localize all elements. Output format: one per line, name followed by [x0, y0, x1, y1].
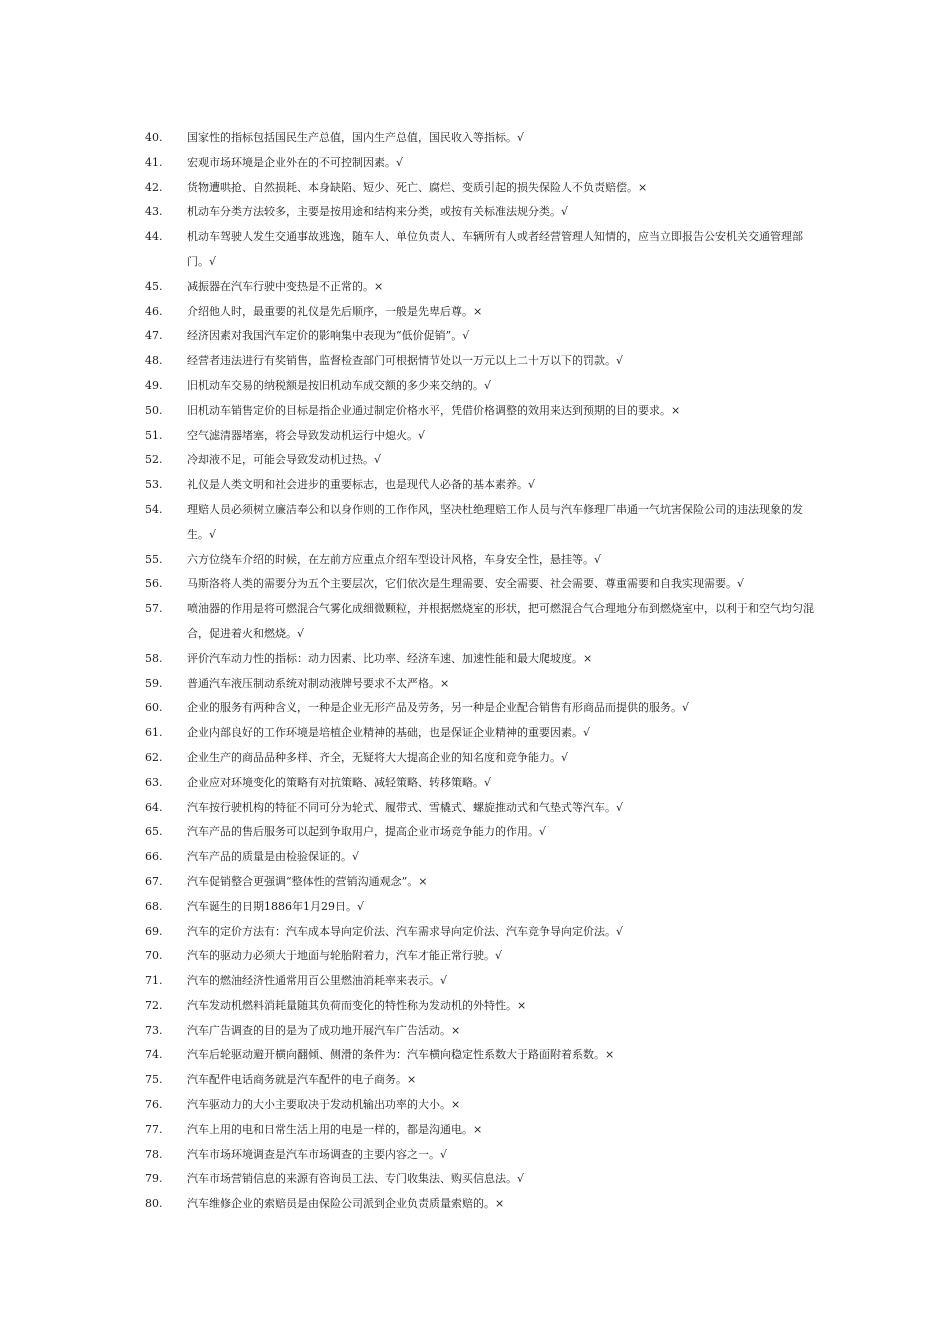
item-text: 介绍他人时，最重要的礼仪是先后顺序，一般是先卑后尊。× — [187, 304, 483, 318]
list-item — [145, 176, 815, 201]
item-number: 61. — [145, 726, 163, 740]
item-number: 69. — [145, 924, 163, 938]
item-text: 企业生产的商品品种多样、齐全，无疑将大大提高企业的知名度和竞争能力。√ — [187, 750, 569, 764]
item-number: 50. — [145, 403, 163, 417]
item-text: 货物遭哄抢、自然损耗、本身缺陷、短少、死亡、腐烂、变质引起的损失保险人不负责赔偿。× — [187, 180, 648, 194]
item-number: 67. — [145, 874, 163, 888]
item-number: 75. — [145, 1073, 163, 1087]
item-text: 汽车上用的电和日常生活上用的电是一样的，都是沟通电。× — [187, 1122, 483, 1136]
item-number: 78. — [145, 1147, 163, 1161]
item-number: 54. — [145, 502, 163, 516]
item-number: 80. — [145, 1197, 163, 1211]
list-item — [145, 498, 815, 548]
item-text: 理赔人员必须树立廉洁奉公和以身作则的工作作风，坚决杜绝理赔工作人员与汽车修理厂串通一气坑害保险公司的违法现象的发生。√ — [187, 502, 803, 541]
item-text: 汽车市场环境调查是汽车市场调查的主要内容之一。√ — [187, 1147, 448, 1161]
item-number: 72. — [145, 998, 163, 1012]
list-item — [145, 349, 815, 374]
item-text: 企业的服务有两种含义，一种是企业无形产品及劳务，另一种是企业配合销售有形商品而提供的服务。√ — [187, 701, 690, 715]
item-text: 空气滤清器堵塞，将会导致发动机运行中熄火。√ — [187, 428, 426, 442]
item-text: 减振器在汽车行驶中变热是不正常的。× — [187, 279, 384, 293]
item-text: 评价汽车动力性的指标：动力因素、比功率、经济车速、加速性能和最大爬坡度。× — [187, 651, 593, 665]
list-item — [145, 126, 815, 151]
list-item — [145, 151, 815, 176]
list-item — [145, 771, 815, 796]
item-number: 68. — [145, 899, 163, 913]
item-text: 汽车配件电话商务就是汽车配件的电子商务。× — [187, 1073, 417, 1087]
list-item — [145, 870, 815, 895]
item-number: 52. — [145, 453, 163, 467]
item-number: 66. — [145, 850, 163, 864]
list-item — [145, 324, 815, 349]
item-number: 65. — [145, 825, 163, 839]
item-number: 56. — [145, 577, 163, 591]
item-text: 礼仪是人类文明和社会进步的重要标志，也是现代人必备的基本素养。√ — [187, 478, 536, 492]
list-item — [145, 920, 815, 945]
list-item — [145, 746, 815, 771]
list-item — [145, 647, 815, 672]
list-item — [145, 969, 815, 994]
item-number: 41. — [145, 155, 163, 169]
item-number: 76. — [145, 1098, 163, 1112]
list-item — [145, 1167, 815, 1192]
item-text: 经营者违法进行有奖销售，监督检查部门可根据情节处以一万元以上二十万以下的罚款。√ — [187, 354, 624, 368]
item-text: 机动车分类方法较多，主要是按用途和结构来分类，或按有关标准法规分类。√ — [187, 205, 569, 219]
item-text: 普通汽车液压制动系统对制动液牌号要求不太严格。× — [187, 676, 450, 690]
item-text: 企业内部良好的工作环境是培植企业精神的基础，也是保证企业精神的重要因素。√ — [187, 726, 591, 740]
list-item — [145, 696, 815, 721]
item-number: 58. — [145, 651, 163, 665]
item-number: 73. — [145, 1023, 163, 1037]
item-number: 49. — [145, 378, 163, 392]
list-item — [145, 225, 815, 275]
list-item — [145, 721, 815, 746]
item-text: 喷油器的作用是将可燃混合气雾化成细微颗粒，并根据燃烧室的形状，把可燃混合气合理地分布到燃烧室中，以利于和空气均匀混合，促进着火和燃烧。√ — [187, 602, 814, 640]
item-number: 48. — [145, 354, 163, 368]
list-item — [145, 1192, 815, 1217]
list-item — [145, 200, 815, 225]
list-item — [145, 572, 815, 597]
item-text: 六方位绕车介绍的时候，在左前方应重点介绍车型设计风格，车身安全性，悬挂等。√ — [187, 552, 602, 566]
list-item — [145, 1068, 815, 1093]
item-text: 汽车后轮驱动避开横向翻倾、侧滑的条件为：汽车横向稳定性系数大于路面附着系数。× — [187, 1048, 615, 1062]
true-false-question-list — [145, 126, 815, 1217]
item-text: 汽车诞生的日期1886年1月29日。√ — [187, 899, 364, 913]
item-text: 机动车驾驶人发生交通事故逃逸，随车人、单位负责人、车辆所有人或者经营管理人知情的，应当立即报告公安机关交通管理部门。√ — [187, 230, 803, 268]
item-number: 63. — [145, 775, 163, 789]
item-text: 马斯洛将人类的需要分为五个主要层次，它们依次是生理需要、安全需要、社会需要、尊重需要和自我实现需要。√ — [187, 577, 745, 591]
list-item — [145, 1043, 815, 1068]
list-item — [145, 597, 815, 647]
list-item — [145, 548, 815, 573]
item-number: 46. — [145, 304, 163, 318]
item-number: 62. — [145, 750, 163, 764]
item-text: 冷却液不足，可能会导致发动机过热。√ — [187, 453, 382, 467]
item-text: 汽车的定价方法有：汽车成本导向定价法、汽车需求导向定价法、汽车竞争导向定价法。√ — [187, 924, 624, 938]
item-text: 国家性的指标包括国民生产总值，国内生产总值，国民收入等指标。√ — [187, 131, 525, 144]
item-text: 旧机动车销售定价的目标是指企业通过制定价格水平，凭借价格调整的效用来达到预期的目的要求。× — [187, 403, 681, 417]
item-text: 汽车产品的质量是由检验保证的。√ — [187, 850, 360, 864]
item-number: 45. — [145, 279, 163, 293]
item-number: 40. — [145, 131, 163, 144]
item-number: 55. — [145, 552, 163, 566]
item-number: 59. — [145, 676, 163, 690]
item-text: 汽车的燃油经济性通常用百公里燃油消耗率来表示。√ — [187, 974, 448, 988]
list-item — [145, 1019, 815, 1044]
list-item — [145, 399, 815, 424]
item-number: 53. — [145, 478, 163, 492]
list-item — [145, 1118, 815, 1143]
item-number: 44. — [145, 230, 163, 244]
item-number: 71. — [145, 974, 163, 988]
item-text: 汽车发动机燃料消耗量随其负荷而变化的特性称为发动机的外特性。× — [187, 998, 527, 1012]
item-number: 47. — [145, 329, 163, 343]
list-item — [145, 424, 815, 449]
item-text: 汽车市场营销信息的来源有咨询员工法、专门收集法、购买信息法。√ — [187, 1172, 525, 1186]
list-item — [145, 275, 815, 300]
item-text: 汽车维修企业的索赔员是由保险公司派到企业负责质量索赔的。× — [187, 1197, 505, 1211]
list-item — [145, 1143, 815, 1168]
item-number: 70. — [145, 949, 163, 963]
list-item — [145, 448, 815, 473]
item-number: 51. — [145, 428, 163, 442]
item-text: 汽车的驱动力必须大于地面与轮胎附着力，汽车才能正常行驶。√ — [187, 949, 503, 963]
item-number: 57. — [145, 602, 163, 616]
item-number: 64. — [145, 800, 163, 814]
item-number: 43. — [145, 205, 163, 219]
item-text: 经济因素对我国汽车定价的影响集中表现为“低价促销”。√ — [187, 329, 470, 343]
item-text: 汽车驱动力的大小主要取决于发动机输出功率的大小。× — [187, 1098, 461, 1112]
list-item — [145, 895, 815, 920]
list-item — [145, 374, 815, 399]
item-text: 汽车广告调查的目的是为了成功地开展汽车广告活动。× — [187, 1023, 461, 1037]
item-text: 汽车促销整合更强调“整体性的营销沟通观念”。× — [187, 874, 428, 888]
item-text: 汽车产品的售后服务可以起到争取用户，提高企业市场竞争能力的作用。√ — [187, 825, 547, 839]
item-text: 汽车按行驶机构的特征不同可分为轮式、履带式、雪橇式、螺旋推动式和气垫式等汽车。√ — [187, 800, 624, 814]
list-item — [145, 994, 815, 1019]
item-text: 企业应对环境变化的策略有对抗策略、减轻策略、转移策略。√ — [187, 775, 492, 789]
list-item — [145, 672, 815, 697]
list-item — [145, 300, 815, 325]
item-number: 74. — [145, 1048, 163, 1062]
item-text: 旧机动车交易的纳税额是按旧机动车成交额的多少来交纳的。√ — [187, 378, 492, 392]
list-item — [145, 473, 815, 498]
item-number: 77. — [145, 1122, 163, 1136]
item-number: 42. — [145, 180, 163, 194]
list-item — [145, 845, 815, 870]
list-item — [145, 796, 815, 821]
item-number: 60. — [145, 701, 163, 715]
item-text: 宏观市场环境是企业外在的不可控制因素。√ — [187, 155, 404, 169]
item-number: 79. — [145, 1172, 163, 1186]
list-item — [145, 820, 815, 845]
list-item — [145, 944, 815, 969]
list-item — [145, 1093, 815, 1118]
